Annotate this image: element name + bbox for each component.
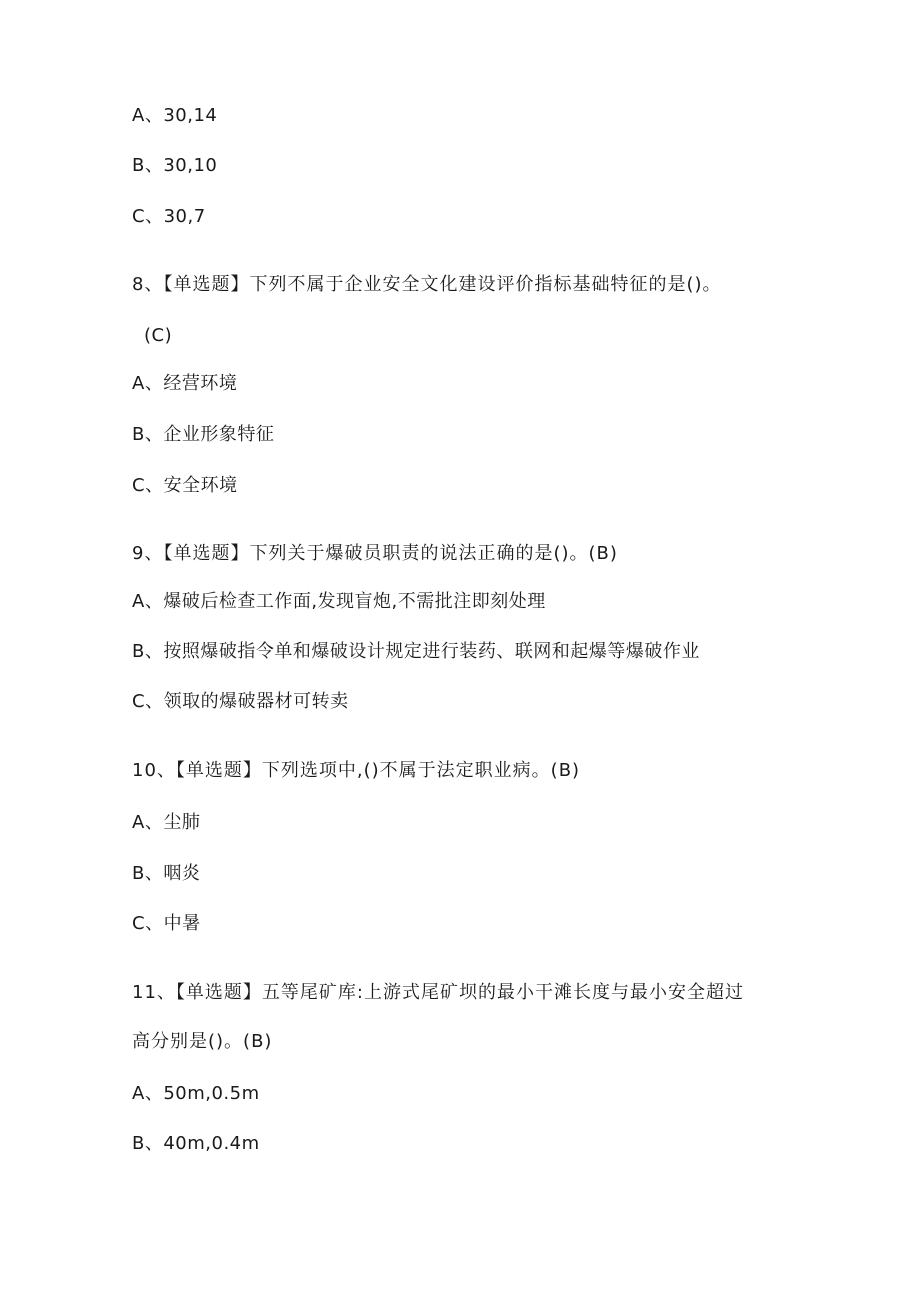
option-line: B、咽炎: [132, 863, 201, 884]
option-line: C、领取的爆破器材可转卖: [132, 691, 349, 712]
option-line: C、安全环境: [132, 475, 238, 496]
option-line: C、30,7: [132, 206, 206, 227]
question-8: 8、【单选题】下列不属于企业安全文化建设评价指标基础特征的是()。: [132, 274, 722, 295]
question-9: 9、【单选题】下列关于爆破员职责的说法正确的是()。(B): [132, 543, 618, 564]
option-line: B、30,10: [132, 155, 218, 176]
option-line: B、按照爆破指令单和爆破设计规定进行装药、联网和起爆等爆破作业: [132, 641, 700, 662]
question-11-continued: 高分别是()。(B): [132, 1031, 273, 1052]
option-line: B、企业形象特征: [132, 424, 275, 445]
option-line: A、尘肺: [132, 812, 201, 833]
option-line: A、经营环境: [132, 373, 238, 394]
option-line: A、30,14: [132, 105, 218, 126]
answer-line: (C): [144, 325, 173, 346]
option-line: A、爆破后检查工作面,发现盲炮,不需批注即刻处理: [132, 591, 546, 612]
option-line: B、40m,0.4m: [132, 1133, 260, 1154]
option-line: A、50m,0.5m: [132, 1083, 260, 1104]
option-line: C、中暑: [132, 913, 201, 934]
question-10: 10、【单选题】下列选项中,()不属于法定职业病。(B): [132, 760, 581, 781]
question-11: 11、【单选题】五等尾矿库:上游式尾矿坝的最小干滩长度与最小安全超过: [132, 982, 744, 1003]
